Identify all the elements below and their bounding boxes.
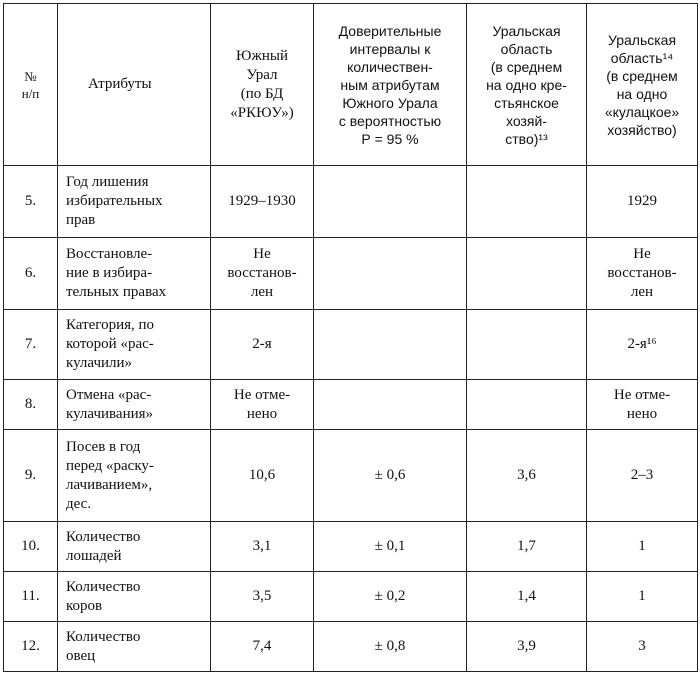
south-ural-value: 2-я (211, 310, 314, 380)
row-number: 12. (4, 622, 58, 672)
row-number: 6. (4, 238, 58, 310)
south-ural-value: Не отме- нено (211, 380, 314, 430)
ural-peasant-value (467, 238, 587, 310)
south-ural-value: 3,5 (211, 572, 314, 622)
header-ural-peasant: Уральская область (в среднем на одно кре- стьянское хозяй- ство)¹³ (467, 4, 587, 166)
header-confidence-intervals: Доверительные интервалы к количествен- ным атрибутам Южного Урала с вероятностью Р = 95 % (314, 4, 467, 166)
confidence-interval-value (314, 166, 467, 238)
table-row (4, 380, 698, 430)
confidence-interval-value (314, 380, 467, 430)
row-number: 11. (4, 572, 58, 622)
table-row (4, 310, 698, 380)
ural-kulak-value: Не восстанов- лен (587, 238, 698, 310)
table-row (4, 622, 698, 672)
table-row (4, 430, 698, 522)
row-number: 9. (4, 430, 58, 522)
table-row (4, 166, 698, 238)
south-ural-value: 1929–1930 (211, 166, 314, 238)
row-number: 5. (4, 166, 58, 238)
ural-peasant-value (467, 166, 587, 238)
row-attribute: Год лишения избирательных прав (58, 166, 211, 238)
ural-peasant-value (467, 380, 587, 430)
ural-kulak-value: 1 (587, 572, 698, 622)
south-ural-value: 3,1 (211, 522, 314, 572)
ural-kulak-value: 2–3 (587, 430, 698, 522)
table-row (4, 522, 698, 572)
row-number: 10. (4, 522, 58, 572)
row-attribute: Категория, по которой «рас- кулачили» (58, 310, 211, 380)
south-ural-value: Не восстанов- лен (211, 238, 314, 310)
header-ural-kulak: Уральская область¹⁴ (в среднем на одно «кулацкое» хозяйство) (587, 4, 698, 166)
row-attribute: Количество лошадей (58, 522, 211, 572)
row-number: 7. (4, 310, 58, 380)
row-attribute: Отмена «рас- кулачивания» (58, 380, 211, 430)
ural-kulak-value: 3 (587, 622, 698, 672)
confidence-interval-value: ± 0,8 (314, 622, 467, 672)
header-attributes: Атрибуты (58, 4, 211, 166)
south-ural-value: 7,4 (211, 622, 314, 672)
ural-kulak-value: 1929 (587, 166, 698, 238)
ural-peasant-value: 3,9 (467, 622, 587, 672)
south-ural-value: 10,6 (211, 430, 314, 522)
ural-peasant-value: 1,4 (467, 572, 587, 622)
table-row (4, 238, 698, 310)
ural-peasant-value: 1,7 (467, 522, 587, 572)
header-number: № н/п (4, 4, 58, 166)
table-row (4, 572, 698, 622)
row-attribute: Количество овец (58, 622, 211, 672)
attributes-table (3, 3, 698, 672)
confidence-interval-value (314, 238, 467, 310)
row-number: 8. (4, 380, 58, 430)
confidence-interval-value: ± 0,2 (314, 572, 467, 622)
ural-kulak-value: 2-я¹⁶ (587, 310, 698, 380)
header-south-ural: Южный Урал (по БД «РКЮУ») (211, 4, 314, 166)
row-attribute: Посев в год перед «раску- лачиванием», дес. (58, 430, 211, 522)
ural-peasant-value (467, 310, 587, 380)
row-attribute: Количество коров (58, 572, 211, 622)
confidence-interval-value: ± 0,1 (314, 522, 467, 572)
ural-peasant-value: 3,6 (467, 430, 587, 522)
row-attribute: Восстановле- ние в избира- тельных правах (58, 238, 211, 310)
ural-kulak-value: Не отме- нено (587, 380, 698, 430)
ural-kulak-value: 1 (587, 522, 698, 572)
confidence-interval-value (314, 310, 467, 380)
confidence-interval-value: ± 0,6 (314, 430, 467, 522)
header-row (4, 4, 698, 166)
